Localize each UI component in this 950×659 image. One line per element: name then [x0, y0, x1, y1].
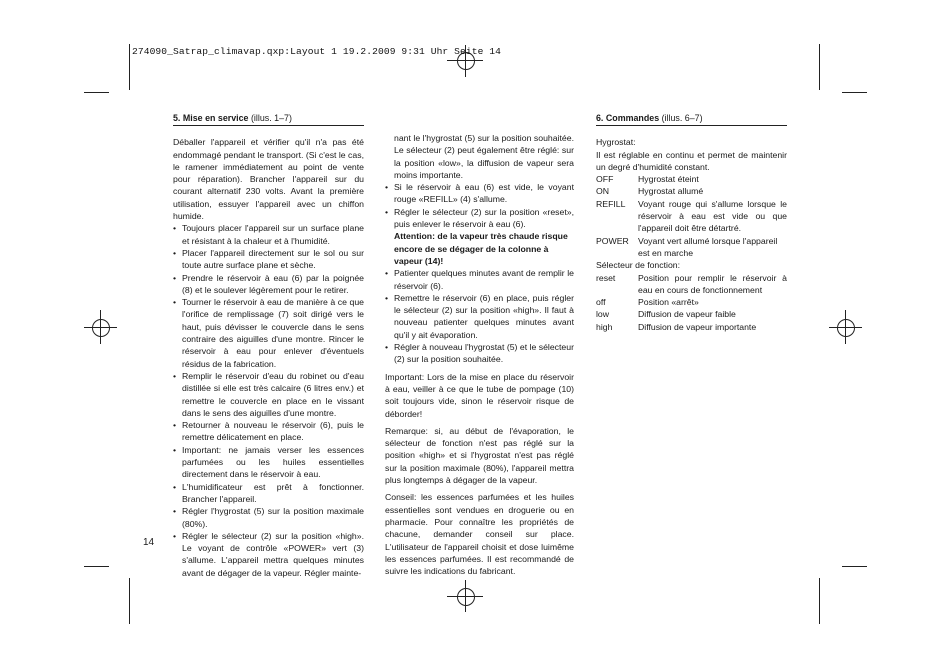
- page-number: 14: [143, 537, 155, 548]
- definition-row: [596, 321, 787, 333]
- crop-mark: [819, 44, 820, 90]
- definition-row: [596, 272, 787, 297]
- definition-value: Diffusion de vapeur faible: [638, 309, 736, 320]
- definition-value: Diffusion de vapeur importante: [638, 321, 757, 332]
- paragraph: nant le l'hygrostat (5) sur la position souhaitée. Le sélecteur (2) peut également être réglé: sur la position «low», la diffusion de vapeur sera moins importante.: [394, 133, 574, 180]
- definition-row: [596, 296, 787, 308]
- list-item: • Toujours placer l'appareil sur un surface plane et résistant à la chaleur et à l'humidité.: [173, 222, 364, 247]
- hygrostat-description: Il est réglable en continu et permet de maintenir un degré d'humidité constant.: [596, 149, 787, 172]
- definition-row: [596, 173, 787, 185]
- advice-note: Conseil: les essences parfumées et les huiles essentielles sont vendues en droguerie ou en pharmacie. Pour connaître les propriétés de chacune, demander conseil sur place. L'utilisateur de l'appareil choisit et dose luimême les essences parfumées. Il est recommandé de suivre les indications du fabricant.: [385, 492, 574, 577]
- registration-mark-right: [829, 310, 863, 344]
- crop-mark: [842, 566, 867, 567]
- list-item: • Tourner le réservoir à eau de manière à ce que l'orifice de remplissage (7) soit dirigé vers le haut, puis dévisser le couvercle dans le sens contraire des aiguilles d'une montre. Rincer le réservoir à eau pour enlever d'éventuels résidus de la fabrication.: [173, 296, 364, 370]
- list-item: • Remettre le réservoir (6) en place, puis régler le sélecteur (2) sur la position «high». Il faut à nouveau patienter quelques minutes avant qu'il y ait évaporation.: [385, 292, 574, 341]
- list-item: • Patienter quelques minutes avant de remplir le réservoir (6).: [385, 267, 574, 292]
- column-right: [596, 112, 787, 333]
- definition-value: Position «arrêt»: [638, 297, 699, 308]
- list-item: • Régler le sélecteur (2) sur la position «high». Le voyant de contrôle «POWER» vert (3) s'allume. L'appareil mettra quelques minutes avant de dégager de la vapeur. Régler mainte-: [173, 530, 364, 579]
- definition-row: [596, 198, 787, 235]
- section-heading: [173, 112, 364, 126]
- section-illus: (illus. 1–7): [250, 113, 292, 123]
- hygrostat-label: Hygrostat:: [596, 137, 636, 148]
- crop-mark: [129, 578, 130, 624]
- crop-mark: [129, 44, 130, 90]
- definition-key: off: [596, 297, 606, 308]
- hygrostat-list: [596, 173, 787, 259]
- selector-list: [596, 272, 787, 333]
- section-heading: [596, 112, 787, 126]
- list-item: • Important: ne jamais verser les essences parfumées ou les huiles essentielles directement dans le réservoir à eau.: [173, 444, 364, 481]
- column-left: [173, 112, 364, 579]
- important-note: Important: Lors de la mise en place du réservoir à eau, veiller à ce que le tube de pompage (10) soit toujours vide, sinon le réservoir risque de déborder!: [385, 371, 574, 419]
- definition-key: OFF: [596, 174, 614, 185]
- definition-key: high: [596, 321, 613, 332]
- list-item: • Prendre le réservoir à eau (6) par la poignée (8) et le soulever légèrement pour le retirer.: [173, 272, 364, 297]
- definition-key: ON: [596, 186, 610, 197]
- section-illus: (illus. 6–7): [661, 113, 703, 123]
- crop-mark: [819, 578, 820, 624]
- selector-label: Sélecteur de fonction:: [596, 260, 681, 271]
- definition-value: Voyant vert allumé lorsque l'appareil est en marche: [638, 235, 778, 258]
- list-item: • L'humidificateur est prêt à fonctionner. Brancher l'appareil.: [173, 481, 364, 506]
- definition-value: Voyant rouge qui s'allume lorsque le réservoir à eau est vide ou que l'appareil doit être détartré.: [638, 198, 787, 234]
- definition-row: [596, 308, 787, 320]
- section-title: 6. Commandes: [596, 113, 660, 123]
- section-title: 5. Mise en service: [173, 113, 249, 123]
- list-item: • Régler l'hygrostat (5) sur la position maximale (80%).: [173, 505, 364, 530]
- registration-mark-left: [84, 310, 118, 344]
- definition-key: REFILL: [596, 198, 626, 209]
- definition-row: [596, 185, 787, 197]
- registration-mark-bottom: [447, 580, 483, 614]
- list-item: • Si le réservoir à eau (6) est vide, le voyant rouge «REFILL» (4) s'allume.: [385, 181, 574, 206]
- bullet-list: [173, 222, 364, 579]
- definition-row: [596, 235, 787, 260]
- crop-mark: [84, 92, 109, 93]
- column-middle: [385, 132, 574, 577]
- list-item: • Régler le sélecteur (2) sur la position «reset», puis enlever le réservoir à eau (6).: [385, 206, 574, 231]
- remark-note: Remarque: si, au début de l'évaporation, le sélecteur de fonction n'est pas réglé sur la position «high» et si l'hygrostat n'est pas réglé sur la position maximale (80%), l'appareil mettra plus longtemps à dégager de la vapeur.: [385, 425, 574, 486]
- crop-mark: [84, 566, 109, 567]
- attention-note: Attention: de la vapeur très chaude risque encore de se dégager de la colonne à vapeur (14)!: [394, 231, 568, 266]
- list-item: • Retourner à nouveau le réservoir (6), puis le remettre délicatement en place.: [173, 419, 364, 444]
- definition-key: low: [596, 309, 610, 320]
- definition-key: reset: [596, 272, 616, 283]
- definition-value: Position pour remplir le réservoir à eau en cours de fonctionnement: [638, 272, 787, 295]
- crop-mark: [842, 92, 867, 93]
- list-item: • Remplir le réservoir d'eau du robinet ou d'eau distillée si elle est très calcaire (6 litres env.) et remettre le couvercle en place en le vissant dans le sens des aiguilles d'une montre.: [173, 370, 364, 419]
- paragraph: Déballer l'appareil et vérifier qu'il n'a pas été endommagé pendant le transport. (Si c'est le cas, le ramener immédiatement au point de vente pour réparation). Brancher l'appareil sur du courant alternatif 230 volts. Avant la première utilisation, essuyer l'appareil avec un chiffon humide.: [173, 137, 364, 222]
- print-slug: 274090_Satrap_climavap.qxp:Layout 1 19.2.2009 9:31 Uhr Seite 14: [132, 46, 502, 57]
- definition-value: Hygrostat éteint: [638, 174, 699, 185]
- definition-key: POWER: [596, 235, 629, 246]
- list-item: • Placer l'appareil directement sur le sol ou sur toute autre surface plane et sèche.: [173, 247, 364, 272]
- definition-value: Hygrostat allumé: [638, 186, 704, 197]
- list-item: • Régler à nouveau l'hygrostat (5) et le sélecteur (2) sur la position souhaitée.: [385, 341, 574, 366]
